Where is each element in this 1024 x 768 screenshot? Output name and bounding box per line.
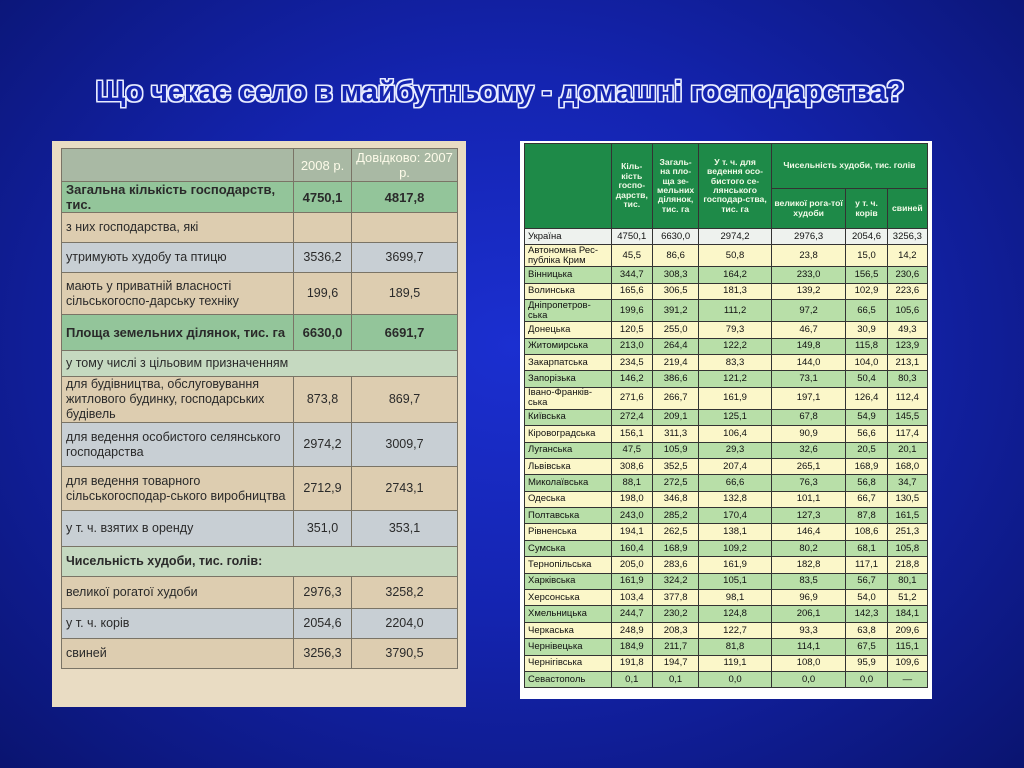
region-value: — bbox=[887, 671, 927, 687]
region-value: 161,5 bbox=[887, 508, 927, 524]
region-row bbox=[525, 283, 928, 299]
region-value: 23,8 bbox=[771, 245, 846, 267]
region-value: 119,1 bbox=[699, 655, 772, 671]
region-name: Кіровоградська bbox=[525, 426, 612, 442]
region-value: 182,8 bbox=[771, 557, 846, 573]
summary-row bbox=[62, 423, 458, 467]
region-value: 68,1 bbox=[846, 540, 887, 556]
cattle-header: великої рога-тої худоби bbox=[771, 189, 846, 229]
land-area-header: Загаль-на пло-ща зе-мельних ділянок, тис. га bbox=[652, 144, 698, 229]
summary-row-label: Площа земельних ділянок, тис. га bbox=[62, 315, 294, 351]
region-value: 20,5 bbox=[846, 442, 887, 458]
right-table-scan bbox=[520, 141, 932, 699]
region-value: 30,9 bbox=[846, 322, 887, 338]
summary-row-label: у тому числі з цільовим призначенням bbox=[62, 351, 458, 377]
region-value: 170,4 bbox=[699, 508, 772, 524]
regions-table bbox=[524, 143, 928, 688]
region-name: Вінницька bbox=[525, 267, 612, 283]
region-row bbox=[525, 573, 928, 589]
region-row bbox=[525, 409, 928, 425]
region-value: 115,1 bbox=[887, 639, 927, 655]
summary-value-v2008: 873,8 bbox=[294, 377, 352, 423]
region-value: 199,6 bbox=[611, 300, 652, 322]
region-value: 115,8 bbox=[846, 338, 887, 354]
region-name: Хмельницька bbox=[525, 606, 612, 622]
pigs-header: свиней bbox=[887, 189, 927, 229]
region-value: 244,7 bbox=[611, 606, 652, 622]
region-value: 311,3 bbox=[652, 426, 698, 442]
region-value: 66,5 bbox=[846, 300, 887, 322]
region-row bbox=[525, 508, 928, 524]
summary-value-v2008: 2974,2 bbox=[294, 423, 352, 467]
summary-row bbox=[62, 377, 458, 423]
summary-value-v2008: 3536,2 bbox=[294, 243, 352, 273]
region-value: 90,9 bbox=[771, 426, 846, 442]
summary-row bbox=[62, 511, 458, 547]
region-value: 109,6 bbox=[887, 655, 927, 671]
summary-row-label: у т. ч. корів bbox=[62, 609, 294, 639]
region-row bbox=[525, 622, 928, 638]
summary-row-label: свиней bbox=[62, 639, 294, 669]
region-value: 49,3 bbox=[887, 322, 927, 338]
region-name: Чернівецька bbox=[525, 639, 612, 655]
region-value: 3256,3 bbox=[887, 229, 927, 245]
region-value: 54,0 bbox=[846, 590, 887, 606]
region-name: Закарпатська bbox=[525, 354, 612, 370]
region-value: 2974,2 bbox=[699, 229, 772, 245]
region-value: 50,8 bbox=[699, 245, 772, 267]
summary-row-label: Чисельність худоби, тис. голів: bbox=[62, 547, 458, 577]
region-value: 271,6 bbox=[611, 387, 652, 409]
summary-header-row bbox=[62, 149, 458, 182]
summary-row bbox=[62, 315, 458, 351]
region-value: 264,4 bbox=[652, 338, 698, 354]
region-value: 213,1 bbox=[887, 354, 927, 370]
summary-value-v2007: 3699,7 bbox=[352, 243, 458, 273]
region-value: 88,1 bbox=[611, 475, 652, 491]
region-name: Україна bbox=[525, 229, 612, 245]
region-value: 161,9 bbox=[611, 573, 652, 589]
summary-value-v2007 bbox=[352, 213, 458, 243]
summary-value-v2007: 6691,7 bbox=[352, 315, 458, 351]
region-value: 191,8 bbox=[611, 655, 652, 671]
households-header: Кіль-кість госпо-дарств, тис. bbox=[611, 144, 652, 229]
region-name: Херсонська bbox=[525, 590, 612, 606]
region-row bbox=[525, 245, 928, 267]
region-value: 181,3 bbox=[699, 283, 772, 299]
region-value: 117,1 bbox=[846, 557, 887, 573]
region-value: 96,9 bbox=[771, 590, 846, 606]
summary-row bbox=[62, 577, 458, 609]
region-value: 73,1 bbox=[771, 371, 846, 387]
summary-value-v2008: 4750,1 bbox=[294, 182, 352, 213]
region-value: 105,1 bbox=[699, 573, 772, 589]
region-value: 56,8 bbox=[846, 475, 887, 491]
region-value: 223,6 bbox=[887, 283, 927, 299]
region-value: 122,7 bbox=[699, 622, 772, 638]
slide-title: Що чекає село в майбутньому - домашні господарства? bbox=[95, 76, 905, 108]
region-name: Донецька bbox=[525, 322, 612, 338]
region-value: 101,1 bbox=[771, 491, 846, 507]
region-value: 123,9 bbox=[887, 338, 927, 354]
region-value: 29,3 bbox=[699, 442, 772, 458]
region-name: Автономна Рес-публіка Крим bbox=[525, 245, 612, 267]
region-value: 213,0 bbox=[611, 338, 652, 354]
summary-value-v2008: 2712,9 bbox=[294, 467, 352, 511]
region-value: 83,3 bbox=[699, 354, 772, 370]
region-name: Запорізька bbox=[525, 371, 612, 387]
region-value: 230,2 bbox=[652, 606, 698, 622]
region-value: 14,2 bbox=[887, 245, 927, 267]
region-value: 81,8 bbox=[699, 639, 772, 655]
summary-row-label: Загальна кількість господарств, тис. bbox=[62, 182, 294, 213]
region-value: 63,8 bbox=[846, 622, 887, 638]
region-value: 161,9 bbox=[699, 387, 772, 409]
region-value: 95,9 bbox=[846, 655, 887, 671]
region-row bbox=[525, 606, 928, 622]
region-value: 149,8 bbox=[771, 338, 846, 354]
summary-header-cell: Довідково: 2007 р. bbox=[352, 149, 458, 182]
region-value: 308,6 bbox=[611, 458, 652, 474]
region-value: 32,6 bbox=[771, 442, 846, 458]
region-value: 205,0 bbox=[611, 557, 652, 573]
summary-row bbox=[62, 182, 458, 213]
region-row bbox=[525, 338, 928, 354]
region-value: 168,9 bbox=[652, 540, 698, 556]
region-row bbox=[525, 229, 928, 245]
region-value: 102,9 bbox=[846, 283, 887, 299]
summary-row bbox=[62, 547, 458, 577]
region-value: 391,2 bbox=[652, 300, 698, 322]
region-name: Львівська bbox=[525, 458, 612, 474]
region-value: 97,2 bbox=[771, 300, 846, 322]
region-value: 308,3 bbox=[652, 267, 698, 283]
region-value: 47,5 bbox=[611, 442, 652, 458]
region-value: 243,0 bbox=[611, 508, 652, 524]
region-value: 103,4 bbox=[611, 590, 652, 606]
summary-row-label: мають у приватній власності сільськогоспо-дарську техніку bbox=[62, 273, 294, 315]
summary-row-label: для будівництва, обслуговування житлового будинку, господарських будівель bbox=[62, 377, 294, 423]
region-value: 54,9 bbox=[846, 409, 887, 425]
summary-value-v2007: 3009,7 bbox=[352, 423, 458, 467]
region-value: 45,5 bbox=[611, 245, 652, 267]
summary-value-v2007: 3790,5 bbox=[352, 639, 458, 669]
region-value: 386,6 bbox=[652, 371, 698, 387]
region-value: 20,1 bbox=[887, 442, 927, 458]
region-row bbox=[525, 354, 928, 370]
region-value: 144,0 bbox=[771, 354, 846, 370]
region-value: 272,5 bbox=[652, 475, 698, 491]
summary-value-v2007: 189,5 bbox=[352, 273, 458, 315]
region-row bbox=[525, 387, 928, 409]
summary-row-label: великої рогатої худоби bbox=[62, 577, 294, 609]
region-row bbox=[525, 322, 928, 338]
region-row bbox=[525, 475, 928, 491]
region-value: 2054,6 bbox=[846, 229, 887, 245]
summary-value-v2007: 4817,8 bbox=[352, 182, 458, 213]
region-value: 198,0 bbox=[611, 491, 652, 507]
region-value: 194,1 bbox=[611, 524, 652, 540]
region-value: 105,9 bbox=[652, 442, 698, 458]
region-value: 164,2 bbox=[699, 267, 772, 283]
summary-value-v2008 bbox=[294, 213, 352, 243]
summary-row bbox=[62, 639, 458, 669]
region-value: 207,4 bbox=[699, 458, 772, 474]
region-value: 67,8 bbox=[771, 409, 846, 425]
region-name: Одеська bbox=[525, 491, 612, 507]
summary-header-cell: 2008 р. bbox=[294, 149, 352, 182]
region-row bbox=[525, 267, 928, 283]
region-value: 0,0 bbox=[771, 671, 846, 687]
region-value: 108,0 bbox=[771, 655, 846, 671]
region-value: 194,7 bbox=[652, 655, 698, 671]
summary-row bbox=[62, 213, 458, 243]
region-value: 219,4 bbox=[652, 354, 698, 370]
region-value: 211,7 bbox=[652, 639, 698, 655]
region-value: 127,3 bbox=[771, 508, 846, 524]
region-name: Сумська bbox=[525, 540, 612, 556]
region-row bbox=[525, 540, 928, 556]
region-value: 306,5 bbox=[652, 283, 698, 299]
region-value: 106,4 bbox=[699, 426, 772, 442]
region-value: 184,9 bbox=[611, 639, 652, 655]
summary-row-label: утримують худобу та птицю bbox=[62, 243, 294, 273]
summary-table bbox=[61, 148, 458, 669]
summary-row-label: у т. ч. взятих в оренду bbox=[62, 511, 294, 547]
region-value: 80,1 bbox=[887, 573, 927, 589]
region-value: 104,0 bbox=[846, 354, 887, 370]
region-value: 161,9 bbox=[699, 557, 772, 573]
region-value: 146,4 bbox=[771, 524, 846, 540]
region-name: Харківська bbox=[525, 573, 612, 589]
region-value: 234,5 bbox=[611, 354, 652, 370]
region-value: 112,4 bbox=[887, 387, 927, 409]
region-row bbox=[525, 524, 928, 540]
region-value: 34,7 bbox=[887, 475, 927, 491]
region-name: Івано-Франків-ська bbox=[525, 387, 612, 409]
region-row bbox=[525, 491, 928, 507]
region-value: 117,4 bbox=[887, 426, 927, 442]
region-value: 0,0 bbox=[846, 671, 887, 687]
region-value: 142,3 bbox=[846, 606, 887, 622]
region-value: 272,4 bbox=[611, 409, 652, 425]
region-value: 255,0 bbox=[652, 322, 698, 338]
region-value: 66,7 bbox=[846, 491, 887, 507]
region-row bbox=[525, 639, 928, 655]
region-value: 352,5 bbox=[652, 458, 698, 474]
region-value: 0,0 bbox=[699, 671, 772, 687]
region-value: 165,6 bbox=[611, 283, 652, 299]
region-name: Черкаська bbox=[525, 622, 612, 638]
region-value: 50,4 bbox=[846, 371, 887, 387]
summary-row bbox=[62, 609, 458, 639]
region-name: Київська bbox=[525, 409, 612, 425]
personal-farming-header: У т. ч. для ведення осо-бистого се-лянського господар-ства, тис. га bbox=[699, 144, 772, 229]
region-value: 124,8 bbox=[699, 606, 772, 622]
region-row bbox=[525, 300, 928, 322]
region-row bbox=[525, 371, 928, 387]
region-value: 83,5 bbox=[771, 573, 846, 589]
region-value: 209,1 bbox=[652, 409, 698, 425]
region-value: 139,2 bbox=[771, 283, 846, 299]
region-value: 208,3 bbox=[652, 622, 698, 638]
region-value: 248,9 bbox=[611, 622, 652, 638]
region-row bbox=[525, 442, 928, 458]
region-name: Тернопільська bbox=[525, 557, 612, 573]
region-value: 86,6 bbox=[652, 245, 698, 267]
region-value: 80,2 bbox=[771, 540, 846, 556]
region-name: Севастополь bbox=[525, 671, 612, 687]
region-row bbox=[525, 426, 928, 442]
region-value: 145,5 bbox=[887, 409, 927, 425]
region-value: 109,2 bbox=[699, 540, 772, 556]
region-value: 265,1 bbox=[771, 458, 846, 474]
region-value: 46,7 bbox=[771, 322, 846, 338]
region-value: 168,0 bbox=[887, 458, 927, 474]
region-value: 105,6 bbox=[887, 300, 927, 322]
region-value: 346,8 bbox=[652, 491, 698, 507]
region-value: 2976,3 bbox=[771, 229, 846, 245]
region-value: 87,8 bbox=[846, 508, 887, 524]
region-value: 206,1 bbox=[771, 606, 846, 622]
region-value: 76,3 bbox=[771, 475, 846, 491]
region-value: 146,2 bbox=[611, 371, 652, 387]
region-value: 121,2 bbox=[699, 371, 772, 387]
region-name: Луганська bbox=[525, 442, 612, 458]
summary-value-v2008: 6630,0 bbox=[294, 315, 352, 351]
summary-value-v2007: 2204,0 bbox=[352, 609, 458, 639]
region-value: 132,8 bbox=[699, 491, 772, 507]
region-value: 15,0 bbox=[846, 245, 887, 267]
summary-value-v2008: 2976,3 bbox=[294, 577, 352, 609]
region-value: 120,5 bbox=[611, 322, 652, 338]
summary-value-v2007: 869,7 bbox=[352, 377, 458, 423]
region-row bbox=[525, 557, 928, 573]
summary-value-v2008: 199,6 bbox=[294, 273, 352, 315]
region-value: 93,3 bbox=[771, 622, 846, 638]
summary-value-v2008: 351,0 bbox=[294, 511, 352, 547]
summary-row-label: з них господарства, які bbox=[62, 213, 294, 243]
left-table-scan bbox=[52, 141, 466, 707]
region-name: Рівненська bbox=[525, 524, 612, 540]
summary-value-v2008: 2054,6 bbox=[294, 609, 352, 639]
region-value: 262,5 bbox=[652, 524, 698, 540]
region-value: 105,8 bbox=[887, 540, 927, 556]
region-value: 233,0 bbox=[771, 267, 846, 283]
summary-row bbox=[62, 351, 458, 377]
summary-value-v2007: 353,1 bbox=[352, 511, 458, 547]
summary-row bbox=[62, 467, 458, 511]
region-value: 285,2 bbox=[652, 508, 698, 524]
summary-value-v2007: 2743,1 bbox=[352, 467, 458, 511]
region-value: 4750,1 bbox=[611, 229, 652, 245]
region-value: 283,6 bbox=[652, 557, 698, 573]
summary-row-label: для ведення товарного сільськогосподар-ського виробництва bbox=[62, 467, 294, 511]
region-value: 98,1 bbox=[699, 590, 772, 606]
region-value: 122,2 bbox=[699, 338, 772, 354]
region-value: 251,3 bbox=[887, 524, 927, 540]
summary-value-v2008: 3256,3 bbox=[294, 639, 352, 669]
region-value: 209,6 bbox=[887, 622, 927, 638]
region-value: 56,7 bbox=[846, 573, 887, 589]
region-name: Волинська bbox=[525, 283, 612, 299]
region-name: Полтавська bbox=[525, 508, 612, 524]
region-value: 67,5 bbox=[846, 639, 887, 655]
region-value: 230,6 bbox=[887, 267, 927, 283]
region-value: 0,1 bbox=[652, 671, 698, 687]
region-name: Миколаївська bbox=[525, 475, 612, 491]
region-value: 108,6 bbox=[846, 524, 887, 540]
region-value: 125,1 bbox=[699, 409, 772, 425]
region-value: 156,5 bbox=[846, 267, 887, 283]
region-value: 79,3 bbox=[699, 322, 772, 338]
region-value: 130,5 bbox=[887, 491, 927, 507]
region-value: 324,2 bbox=[652, 573, 698, 589]
region-value: 56,6 bbox=[846, 426, 887, 442]
region-header bbox=[525, 144, 612, 229]
region-value: 66,6 bbox=[699, 475, 772, 491]
region-row bbox=[525, 655, 928, 671]
region-value: 168,9 bbox=[846, 458, 887, 474]
region-value: 111,2 bbox=[699, 300, 772, 322]
region-row bbox=[525, 590, 928, 606]
region-name: Дніпропетров-ська bbox=[525, 300, 612, 322]
region-value: 184,1 bbox=[887, 606, 927, 622]
region-value: 51,2 bbox=[887, 590, 927, 606]
region-value: 160,4 bbox=[611, 540, 652, 556]
region-value: 344,7 bbox=[611, 267, 652, 283]
summary-value-v2007: 3258,2 bbox=[352, 577, 458, 609]
region-value: 6630,0 bbox=[652, 229, 698, 245]
summary-row-label: для ведення особистого селянського господарства bbox=[62, 423, 294, 467]
region-value: 218,8 bbox=[887, 557, 927, 573]
region-row bbox=[525, 458, 928, 474]
region-value: 138,1 bbox=[699, 524, 772, 540]
region-value: 114,1 bbox=[771, 639, 846, 655]
region-name: Чернігівська bbox=[525, 655, 612, 671]
region-value: 197,1 bbox=[771, 387, 846, 409]
region-row bbox=[525, 671, 928, 687]
summary-row bbox=[62, 273, 458, 315]
region-value: 80,3 bbox=[887, 371, 927, 387]
summary-row bbox=[62, 243, 458, 273]
region-name: Житомирська bbox=[525, 338, 612, 354]
summary-header-cell bbox=[62, 149, 294, 182]
region-value: 377,8 bbox=[652, 590, 698, 606]
region-value: 156,1 bbox=[611, 426, 652, 442]
region-value: 126,4 bbox=[846, 387, 887, 409]
region-value: 0,1 bbox=[611, 671, 652, 687]
region-value: 266,7 bbox=[652, 387, 698, 409]
cows-header: у т. ч. корів bbox=[846, 189, 887, 229]
livestock-group-header: Чисельність худоби, тис. голів bbox=[771, 144, 927, 189]
